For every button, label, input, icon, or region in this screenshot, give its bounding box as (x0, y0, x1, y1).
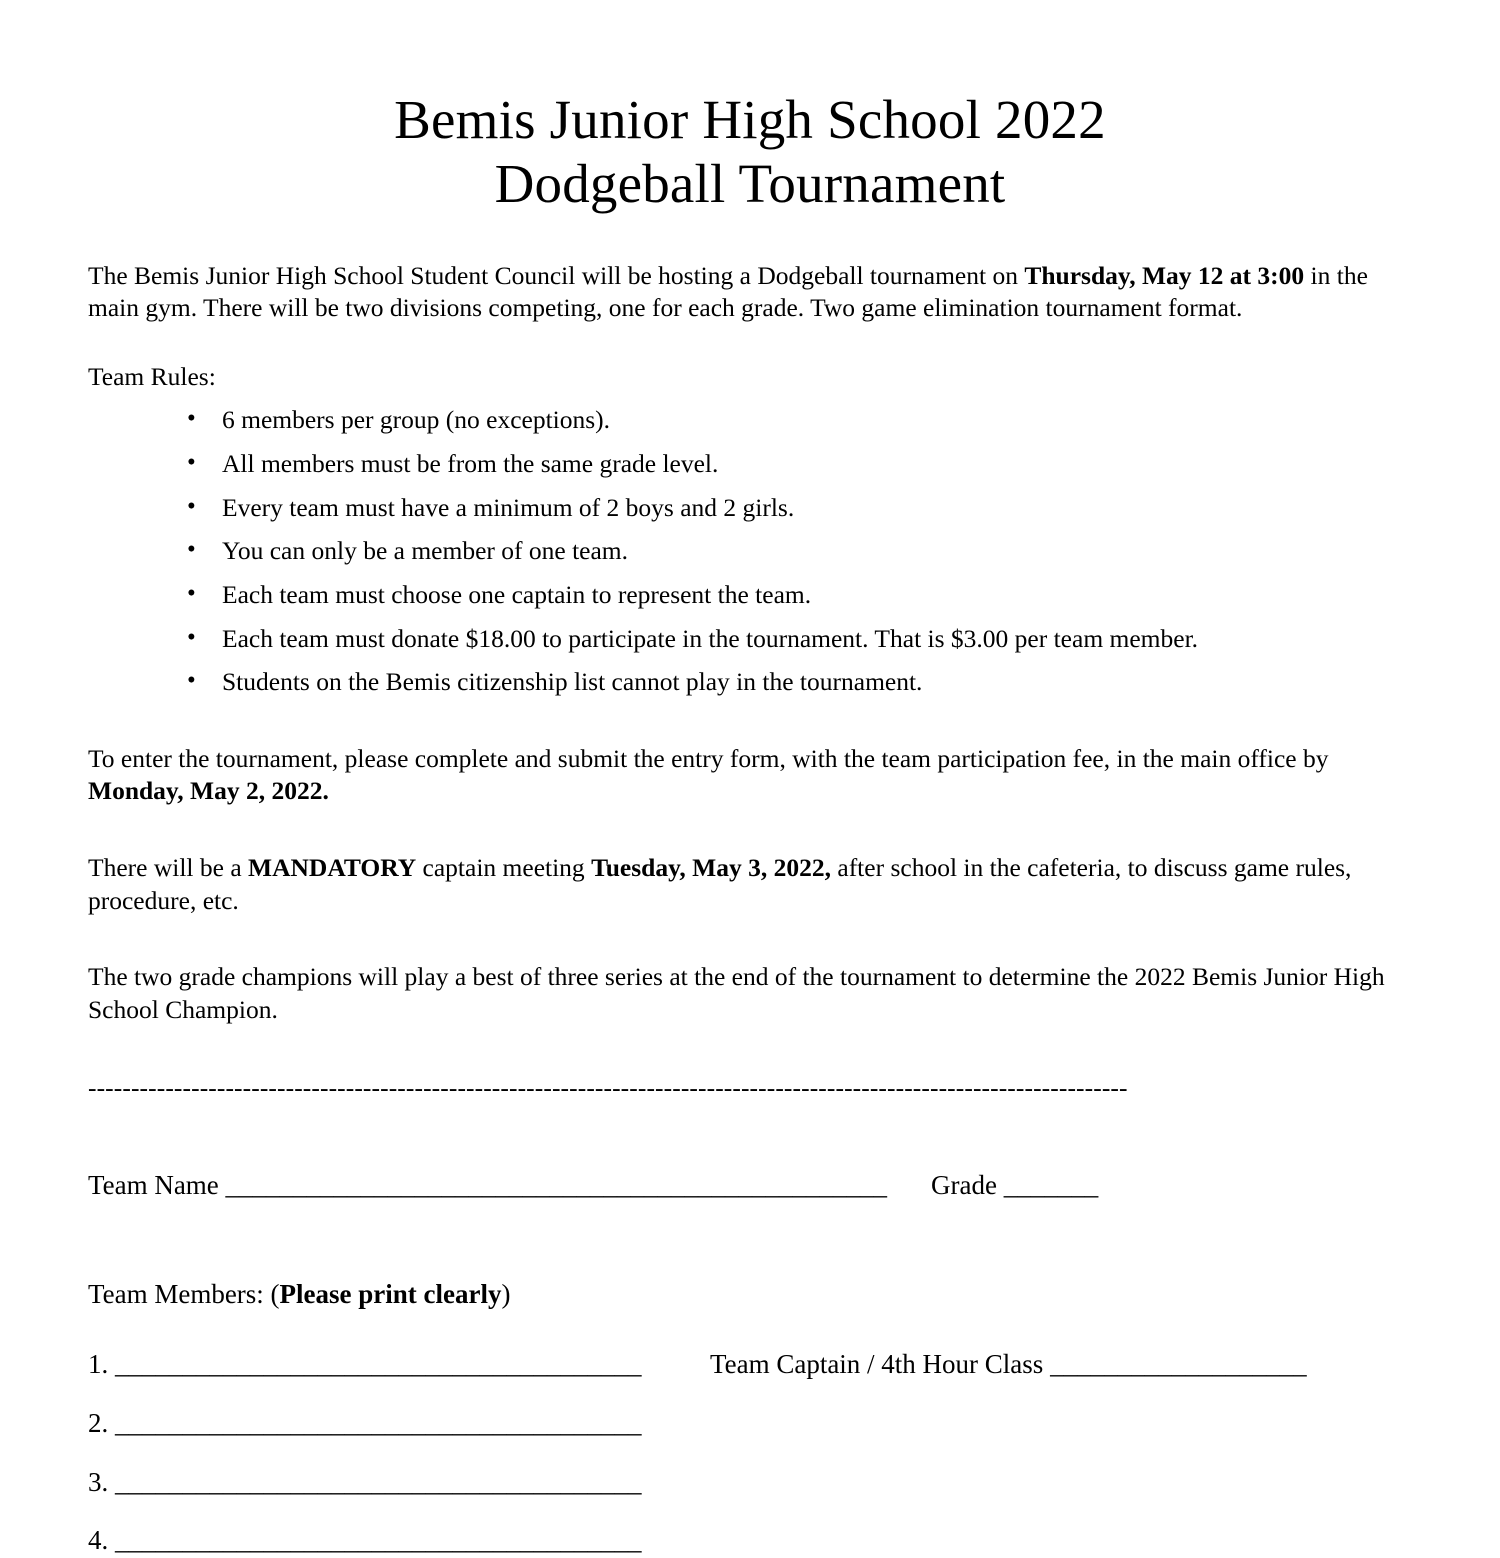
rule-text: All members must be from the same grade level. (222, 449, 719, 479)
list-item (88, 404, 1412, 437)
rule-text: Each team must donate $18.00 to participate in the tournament. That is $3.00 per team member. (222, 623, 1199, 653)
member-name-input[interactable]: _______________________________________ (115, 1525, 642, 1556)
list-item (88, 623, 1412, 656)
bullet-icon: • (187, 667, 196, 695)
team-captain-field (710, 1348, 1307, 1382)
rule-text: Each team must choose one captain to represent the team. (222, 579, 812, 609)
member-row-4 (88, 1524, 1412, 1558)
title-line-2: Dodgeball Tournament (494, 152, 1006, 214)
member-row-3 (88, 1466, 1412, 1500)
team-captain-label: Team Captain / 4th Hour Class (710, 1349, 1044, 1380)
rule-text: Students on the Bemis citizenship list cannot play in the tournament. (222, 667, 923, 697)
team-rules-label: Team Rules: (88, 361, 216, 391)
team-name-row (88, 1169, 1412, 1203)
bullet-icon: • (187, 579, 196, 607)
member-name-input[interactable]: _______________________________________ (115, 1466, 642, 1497)
member-name-input[interactable]: _______________________________________ (115, 1349, 642, 1380)
list-item (88, 448, 1412, 481)
intro-part-1: The Bemis Junior High School Student Council will be hosting a Dodgeball tournament on (88, 260, 1025, 290)
bullet-icon: • (187, 449, 196, 477)
entry-bold-deadline: Monday, May 2, 2022. (88, 776, 329, 806)
grade-label: Grade (931, 1169, 998, 1200)
intro-part-2: in the main gym. There will be two divisions competing, one for each grade. Two game elimination tournament format. (88, 260, 1368, 323)
member-row-1 (88, 1348, 1412, 1382)
members-label-prefix: Team Members: ( (88, 1279, 280, 1310)
grade-input[interactable]: _______ (1003, 1169, 1099, 1200)
mandatory-part-2: captain meeting (416, 853, 592, 883)
team-member-lines (88, 1348, 1412, 1558)
mandatory-bold-date: Tuesday, May 3, 2022, (591, 853, 831, 883)
list-item (88, 492, 1412, 525)
members-label-suffix: ) (501, 1279, 511, 1310)
title-line-1: Bemis Junior High School 2022 (394, 89, 1106, 150)
bullet-icon: • (187, 623, 196, 651)
team-name-label: Team Name (88, 1169, 219, 1200)
team-captain-input[interactable]: ___________________ (1050, 1349, 1307, 1380)
entry-part-1: To enter the tournament, please complete and submit the entry form, with the team participation fee, in the main office by (88, 743, 1329, 773)
rule-text: 6 members per group (no exceptions). (222, 405, 611, 435)
champion-paragraph: The two grade champions will play a best of three series at the end of the tournament to determine the 2022 Bemis Junior High School Champion. (88, 962, 1385, 1024)
rule-text: Every team must have a minimum of 2 boys and 2 girls. (222, 492, 795, 522)
team-name-input[interactable]: _________________________________________________ (225, 1169, 888, 1200)
bullet-icon: • (187, 405, 196, 433)
document-title (88, 0, 1412, 216)
bullet-icon: • (187, 536, 196, 564)
mandatory-bold-word: MANDATORY (248, 853, 417, 883)
member-row-2 (88, 1407, 1412, 1441)
member-number: 2. (88, 1407, 109, 1438)
list-item (88, 666, 1412, 699)
team-members-label (88, 1278, 1412, 1312)
member-name-input[interactable]: _______________________________________ (115, 1407, 642, 1438)
intro-paragraph (88, 260, 1413, 325)
mandatory-part-1: There will be a (88, 853, 249, 883)
mandatory-part-3: after school in the cafeteria, to discuss game rules, procedure, etc. (88, 853, 1352, 915)
intro-bold-date: Thursday, May 12 at 3:00 (1024, 260, 1305, 290)
entry-instructions-paragraph (88, 743, 1413, 808)
team-rules-list (88, 404, 1412, 698)
member-number: 3. (88, 1466, 109, 1497)
member-number: 4. (88, 1525, 109, 1556)
rule-text: You can only be a member of one team. (222, 536, 629, 566)
member-number: 1. (88, 1349, 109, 1380)
list-item (88, 535, 1412, 568)
bullet-icon: • (187, 492, 196, 520)
mandatory-meeting-paragraph (88, 852, 1413, 917)
document-body (88, 260, 1412, 1558)
list-item (88, 579, 1412, 612)
members-label-bold: Please print clearly (279, 1279, 502, 1310)
section-divider: ------------------------------------------------------------------------------------------------------------------------- (88, 1072, 1128, 1102)
